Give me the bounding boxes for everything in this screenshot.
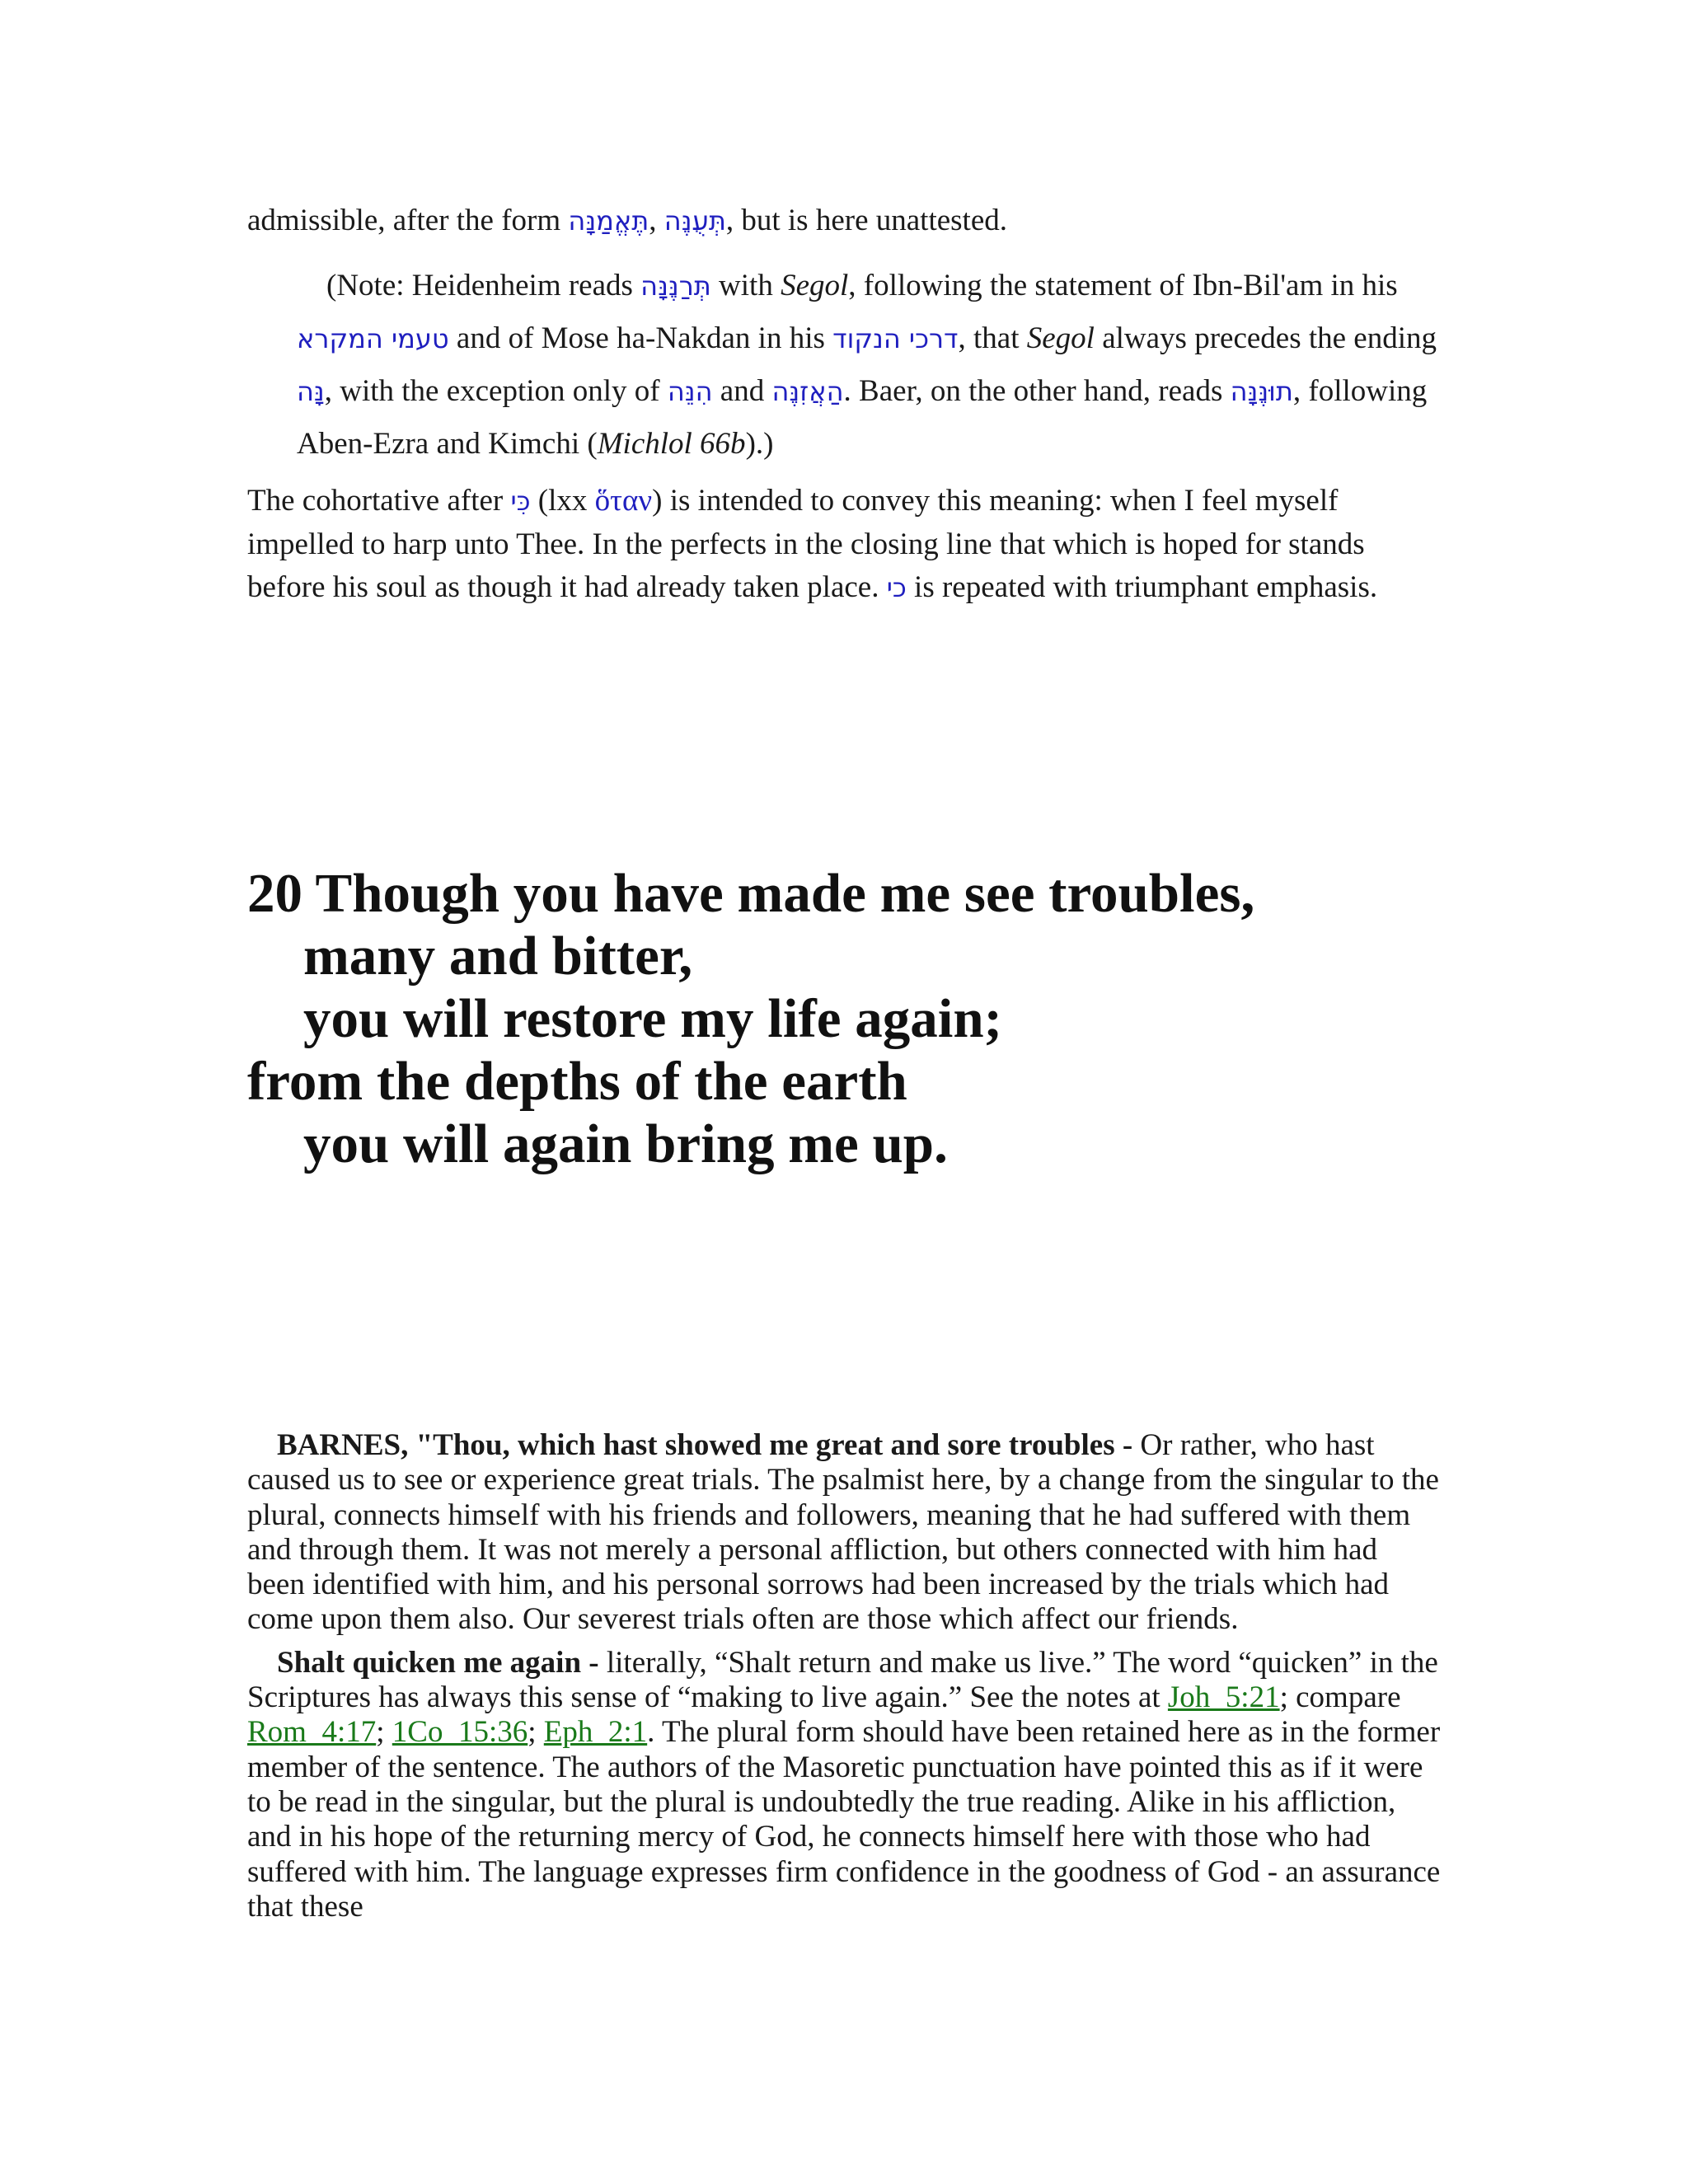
italic-term: Michlol 66b (597, 427, 746, 461)
hebrew-word: תְּעֻנֶּה (663, 205, 726, 237)
scripture-link[interactable]: Eph_2:1 (543, 1715, 648, 1750)
commentary-paragraph (247, 1646, 1442, 1924)
verse-line: you will restore my life again; (303, 988, 1002, 1049)
text-span: (lxx (530, 484, 595, 518)
cohortative-paragraph (247, 480, 1442, 610)
commentary-paragraph (247, 1428, 1442, 1638)
text-span: . Baer, on the other hand, reads (843, 374, 1231, 408)
italic-term: Segol (781, 269, 849, 302)
hebrew-word: נָּה (297, 376, 325, 407)
commentary-heading: BARNES, "Thou, which hast showed me great and sore troubles - (277, 1428, 1141, 1462)
greek-word: ὅταν (594, 484, 653, 518)
verse-line: you will again bring me up. (303, 1113, 948, 1174)
scripture-link[interactable]: 1Co_15:36 (392, 1715, 528, 1750)
text-span: is repeated with triumphant emphasis. (906, 570, 1378, 604)
text-span: The cohortative after (247, 484, 511, 518)
text-span: , following Aben-Ezra and Kimchi ( (297, 374, 1428, 461)
verse-line: many and bitter, (303, 926, 693, 987)
text-span: (Note: Heidenheim reads (326, 269, 641, 302)
hebrew-word: הַאֲזִנֶּה (771, 376, 844, 407)
note-paragraph (297, 260, 1442, 470)
text-span: ; (376, 1715, 392, 1750)
hebrew-word: תוּנֶּנָּה (1230, 376, 1293, 407)
text-span: with (710, 269, 781, 302)
verse-line: from the depths of the earth (247, 1051, 907, 1112)
text-span: . The plural form should have been retained here as in the former member of the sentence. The authors of the Masoretic punctuation have pointed this as if it were to be read in the singular, but the plural is undoubtedly the true reading. Alike in his affliction, and in his hope of the returning mercy of God, he connects himself here with those who had suffered with him. The language expresses firm confidence in the goodness of God - an assurance that these (247, 1715, 1441, 1924)
verse-heading (247, 862, 1484, 1175)
text-span: , (649, 204, 664, 237)
hebrew-word: כי (886, 572, 907, 603)
scripture-link[interactable]: Rom_4:17 (247, 1715, 377, 1750)
scripture-link[interactable]: Joh_5:21 (1167, 1680, 1280, 1715)
text-span: ; compare (1279, 1680, 1401, 1715)
text-span: ; (528, 1715, 544, 1750)
text-span: , that (958, 321, 1027, 355)
text-span: Or rather, who hast caused us to see or experience great trials. The psalmist here, by a change from the singular to the plural, connects himself with his friends and followers, meaning that he had suffered with them and through them. It was not merely a personal affliction, but others connected with him had been identified with him, and his personal sorrows had been increased by the trials which had come upon them also. Our severest trials often are those which affect our friends. (247, 1428, 1439, 1637)
continuation-paragraph (247, 199, 1442, 243)
text-span: , with the exception only of (324, 374, 668, 408)
text-span: literally, “Shalt return and make us live.” The word “quicken” in the Scriptures has always this sense of “making to live again.” See the notes at (247, 1645, 1438, 1715)
hebrew-word: תֶּאֱמַנָּה (568, 205, 649, 237)
text-span: and (712, 374, 772, 408)
barnes-commentary (247, 1428, 1442, 1924)
italic-term: Segol (1026, 321, 1095, 355)
hebrew-word: כִּי (510, 485, 531, 517)
hebrew-word: תְּרַנֶּנָּה (640, 270, 711, 302)
hebrew-word: טעמי המקרא (297, 323, 449, 354)
text-span: ) is intended to convey this meaning: when I feel myself impelled to harp unto Thee. In the perfects in the closing line that which is hoped for stands before his soul as though it had already taken place. (247, 484, 1365, 604)
hebrew-word: דרכי הנקוד (832, 323, 959, 354)
text-span: admissible, after the form (247, 204, 569, 237)
text-span: ).) (745, 427, 774, 461)
hebrew-word: הִנֵּה (667, 376, 713, 407)
text-span: , following the statement of Ibn-Bil'am in his (848, 269, 1398, 302)
text-span: always precedes the ending (1094, 321, 1437, 355)
text-span: and of Mose ha-Nakdan in his (448, 321, 833, 355)
text-span: , but is here unattested. (725, 204, 1008, 237)
commentary-heading: Shalt quicken me again - (277, 1645, 607, 1680)
verse-line: 20 Though you have made me see troubles, (247, 863, 1255, 924)
